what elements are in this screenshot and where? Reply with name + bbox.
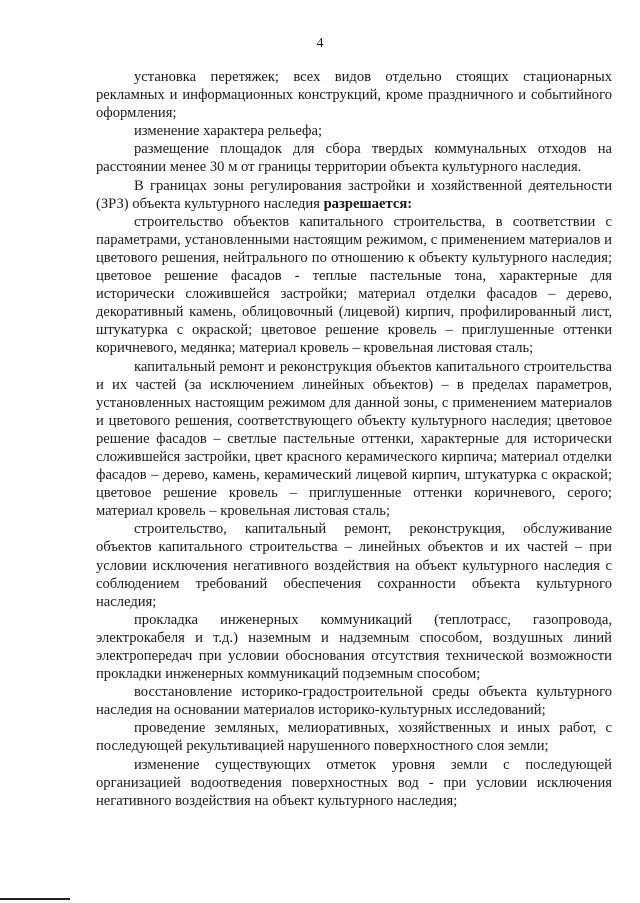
paragraph-text: прокладка инженерных коммуникаций (теплотрасс, газопровода, электрокабеля и т.д.) наземным и надземным способом, воздушных линий электропередач при условии обоснования отсутствия технической возможности прокладки инженерных коммуникаций подземным способом; — [96, 611, 612, 683]
paragraph-text: проведение земляных, мелиоративных, хозяйственных и иных работ, с последующей рекультивацией нарушенного поверхностного слоя земли; — [96, 720, 612, 755]
paragraph-text: изменение существующих отметок уровня земли с последующей организацией водоотведения поверхностных вод - при условии исключения негативного воздействия на объект культурного наследия; — [96, 756, 612, 809]
paragraph — [96, 520, 612, 610]
paragraph-text: установка перетяжек; всех видов отдельно стоящих стационарных рекламных и информационных конструкций, кроме праздничного и событийного оформления; — [96, 69, 612, 122]
paragraph — [96, 683, 612, 719]
paragraph-emphasis: разрешается: — [323, 195, 413, 212]
paragraph-text: изменение характера рельефа; — [134, 123, 323, 140]
paragraph — [96, 177, 612, 213]
paragraph — [96, 213, 612, 358]
paragraph — [96, 140, 612, 176]
document-body — [96, 68, 612, 810]
paragraph — [96, 719, 612, 755]
footer-divider — [0, 898, 70, 900]
paragraph-text: строительство, капитальный ремонт, реконструкция, обслуживание объектов капитального строительства – линейных объектов и их частей – при условии исключения негативного воздействия на объект культурного наследия с соблюдением требований обеспечения сохранности объекта культурного наследия; — [96, 521, 612, 610]
paragraph — [96, 68, 612, 122]
paragraph-text: В границах зоны регулирования застройки и хозяйственной деятельности (ЗРЗ) объекта культурного наследия — [96, 177, 612, 212]
paragraph — [96, 122, 612, 140]
page-number: 4 — [316, 36, 324, 51]
paragraph-text: восстановление историко-градостроительной среды объекта культурного наследия на основании материалов историко-культурных исследований; — [96, 684, 612, 719]
paragraph-text: строительство объектов капитального строительства, в соответствии с параметрами, установленными настоящим режимом, с применением материалов и цветового решения, нейтрального по отношению к объекту культурного наследия; цветовое решение фасадов - теплые пастельные тона, характерные для исторически сложившейся застройки; материал отделки фасадов – дерево, декоративный камень, облицовочный (лицевой) кирпич, профилированный лист, штукатурка с окраской; цветовое решение кровель – приглушенные оттенки коричневого, медянка; материал кровель – кровельная листовая сталь; — [96, 213, 612, 357]
paragraph — [96, 611, 612, 683]
paragraph — [96, 756, 612, 810]
paragraph — [96, 358, 612, 521]
paragraph-text: размещение площадок для сбора твердых коммунальных отходов на расстоянии менее 30 м от границы территории объекта культурного наследия. — [96, 141, 612, 176]
paragraph-text: капитальный ремонт и реконструкция объектов капитального строительства и их частей (за исключением линейных объектов) – в пределах параметров, установленных настоящим режимом для данной зоны, с применением материалов и цветового решения, соответствующего объекту культурного наследия; цветовое решение фасадов – светлые пастельные оттенки, характерные для исторически сложившейся застройки, цвет красного керамического кирпича; материал отделки фасадов – дерево, камень, керамический лицевой кирпич, штукатурка с окраской; цветовое решение кровель – приглушенные оттенки коричневого, серого; материал кровель – кровельная листовая сталь; — [96, 358, 612, 520]
